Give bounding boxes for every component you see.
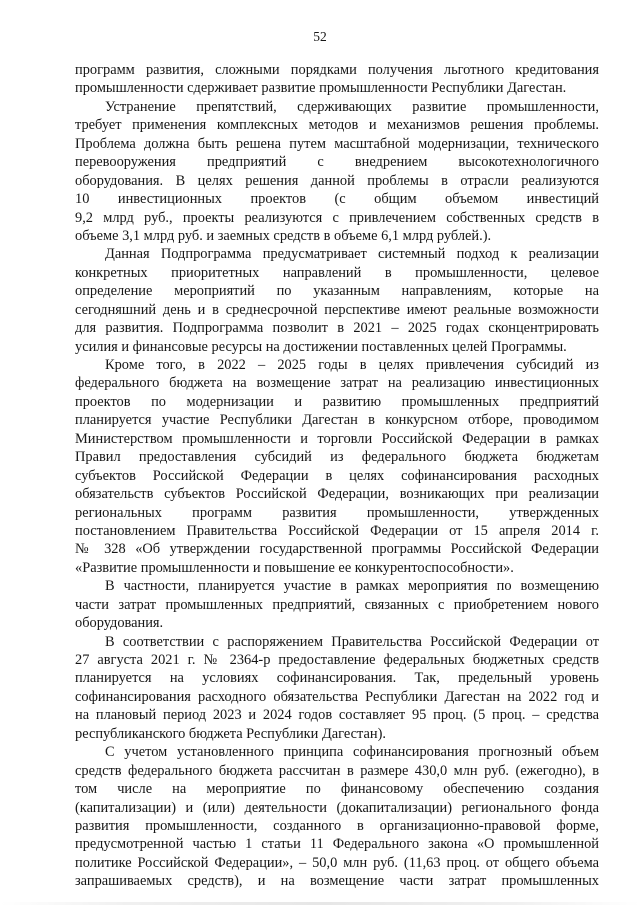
text-line: усилия и финансовые ресурсы на достижении поставленных целей Программы. bbox=[75, 338, 567, 355]
text-line: «Развитие промышленности и повышение ее конкурентоспособности». bbox=[75, 559, 514, 576]
paragraph bbox=[75, 356, 599, 577]
text-line: промышленности сдерживает развитие промышленности Республики Дагестан. bbox=[75, 80, 567, 97]
text-line: Данная Подпрограмма предусматривает системный подход к реализации bbox=[105, 246, 599, 263]
text-line: конкретных приоритетных направлений в промышленности, целевое bbox=[75, 264, 599, 281]
text-line: Министерством промышленности и торговли Российской Федерации в рамках bbox=[75, 430, 599, 447]
text-line: политике Российской Федерации», – 50,0 млн руб. (11,63 проц. от общего объема bbox=[75, 854, 599, 871]
text-line: региональных программ развития промышленности, утвержденных bbox=[75, 504, 599, 521]
text-line: Проблема должна быть решена путем масштабной модернизации, технического bbox=[75, 135, 599, 152]
text-line: субъектов Российской Федерации в целях софинансирования расходных bbox=[75, 467, 599, 484]
paragraph bbox=[75, 577, 599, 632]
page-number: 52 bbox=[313, 29, 327, 44]
paragraph bbox=[75, 743, 599, 891]
text-line: запрашиваемых средств), и на возмещение части затрат промышленных bbox=[75, 873, 599, 890]
document-body bbox=[75, 61, 599, 891]
paragraph bbox=[75, 98, 599, 246]
text-line: С учетом установленного принципа софинансирования прогнозный объем bbox=[105, 744, 599, 761]
text-line: Правил предоставления субсидий из федерального бюджета бюджетам bbox=[75, 449, 599, 466]
text-line: планируется на условиях софинансирования. Так, предельный уровень bbox=[75, 670, 599, 687]
text-line: постановлением Правительства Российской Федерации от 15 апреля 2014 г. bbox=[75, 522, 599, 539]
text-line: 10 инвестиционных проектов (с общим объемом инвестиций bbox=[75, 191, 599, 208]
text-line: сегодняшний день и в среднесрочной перспективе имеют реальные возможности bbox=[75, 301, 599, 318]
text-line: В соответствии с распоряжением Правительства Российской Федерации от bbox=[105, 633, 599, 650]
paragraph bbox=[75, 633, 599, 744]
text-line: определение мероприятий по указанным направлениям, которые на bbox=[75, 283, 599, 300]
text-line: средств федерального бюджета рассчитан в размере 430,0 млн руб. (ежегодно), в bbox=[75, 762, 599, 779]
text-line: том числе на мероприятие по финансовому обеспечению создания bbox=[75, 781, 599, 798]
text-line: софинансирования расходного обязательства Республики Дагестан на 2022 год и bbox=[75, 688, 599, 705]
text-line: части затрат промышленных предприятий, связанных с приобретением нового bbox=[75, 596, 599, 613]
text-line: на плановый период 2023 и 2024 годов составляет 95 проц. (5 проц. – средства bbox=[75, 707, 599, 724]
text-line: Устранение препятствий, сдерживающих развитие промышленности, bbox=[105, 98, 599, 115]
text-line: объеме 3,1 млрд руб. и заемных средств в объеме 6,1 млрд рублей.). bbox=[75, 227, 492, 244]
text-line: предусмотренной частью 1 статьи 11 Федерального закона «О промышленной bbox=[75, 836, 599, 853]
text-line: планируется участие Республики Дагестан в конкурсном отборе, проводимом bbox=[75, 412, 599, 429]
text-line: программ развития, сложными порядками получения льготного кредитования bbox=[75, 62, 599, 78]
text-line: 9,2 млрд руб., проекты реализуются с привлечением собственных средств в bbox=[75, 209, 599, 226]
text-line: для развития. Подпрограмма позволит в 2021 – 2025 годах сконцентрировать bbox=[75, 320, 599, 337]
text-line: № 328 «Об утверждении государственной программы Российской Федерации bbox=[75, 541, 599, 558]
text-line: перевооружения предприятий с внедрением высокотехнологичного bbox=[75, 154, 599, 171]
text-line: федерального бюджета на возмещение затрат на реализацию инвестиционных bbox=[75, 375, 599, 392]
text-line: требует применения комплексных методов и механизмов решения проблемы. bbox=[75, 117, 599, 134]
text-line: проектов по модернизации и развитию промышленных предприятий bbox=[75, 393, 599, 410]
text-line: 27 августа 2021 г. № 2364-р предоставление федеральных бюджетных средств bbox=[75, 652, 599, 668]
text-line: республиканского бюджета Республики Дагестан). bbox=[75, 725, 386, 742]
paragraph bbox=[75, 245, 599, 356]
text-line: Кроме того, в 2022 – 2025 годы в целях привлечения субсидий из bbox=[105, 357, 599, 373]
text-line: обязательств субъектов Российской Федерации, возникающих при реализации bbox=[75, 486, 599, 503]
text-line: оборудования. bbox=[75, 615, 164, 632]
text-line: В частности, планируется участие в рамках мероприятия по возмещению bbox=[105, 578, 599, 595]
text-line: развития промышленности, созданного в организационно-правовой форме, bbox=[75, 817, 599, 834]
text-line: (капитализации) и (или) деятельности (докапитализации) регионального фонда bbox=[75, 799, 599, 816]
text-line: оборудования. В целях решения данной проблемы в отрасли реализуются bbox=[75, 172, 599, 189]
paragraph bbox=[75, 61, 599, 98]
